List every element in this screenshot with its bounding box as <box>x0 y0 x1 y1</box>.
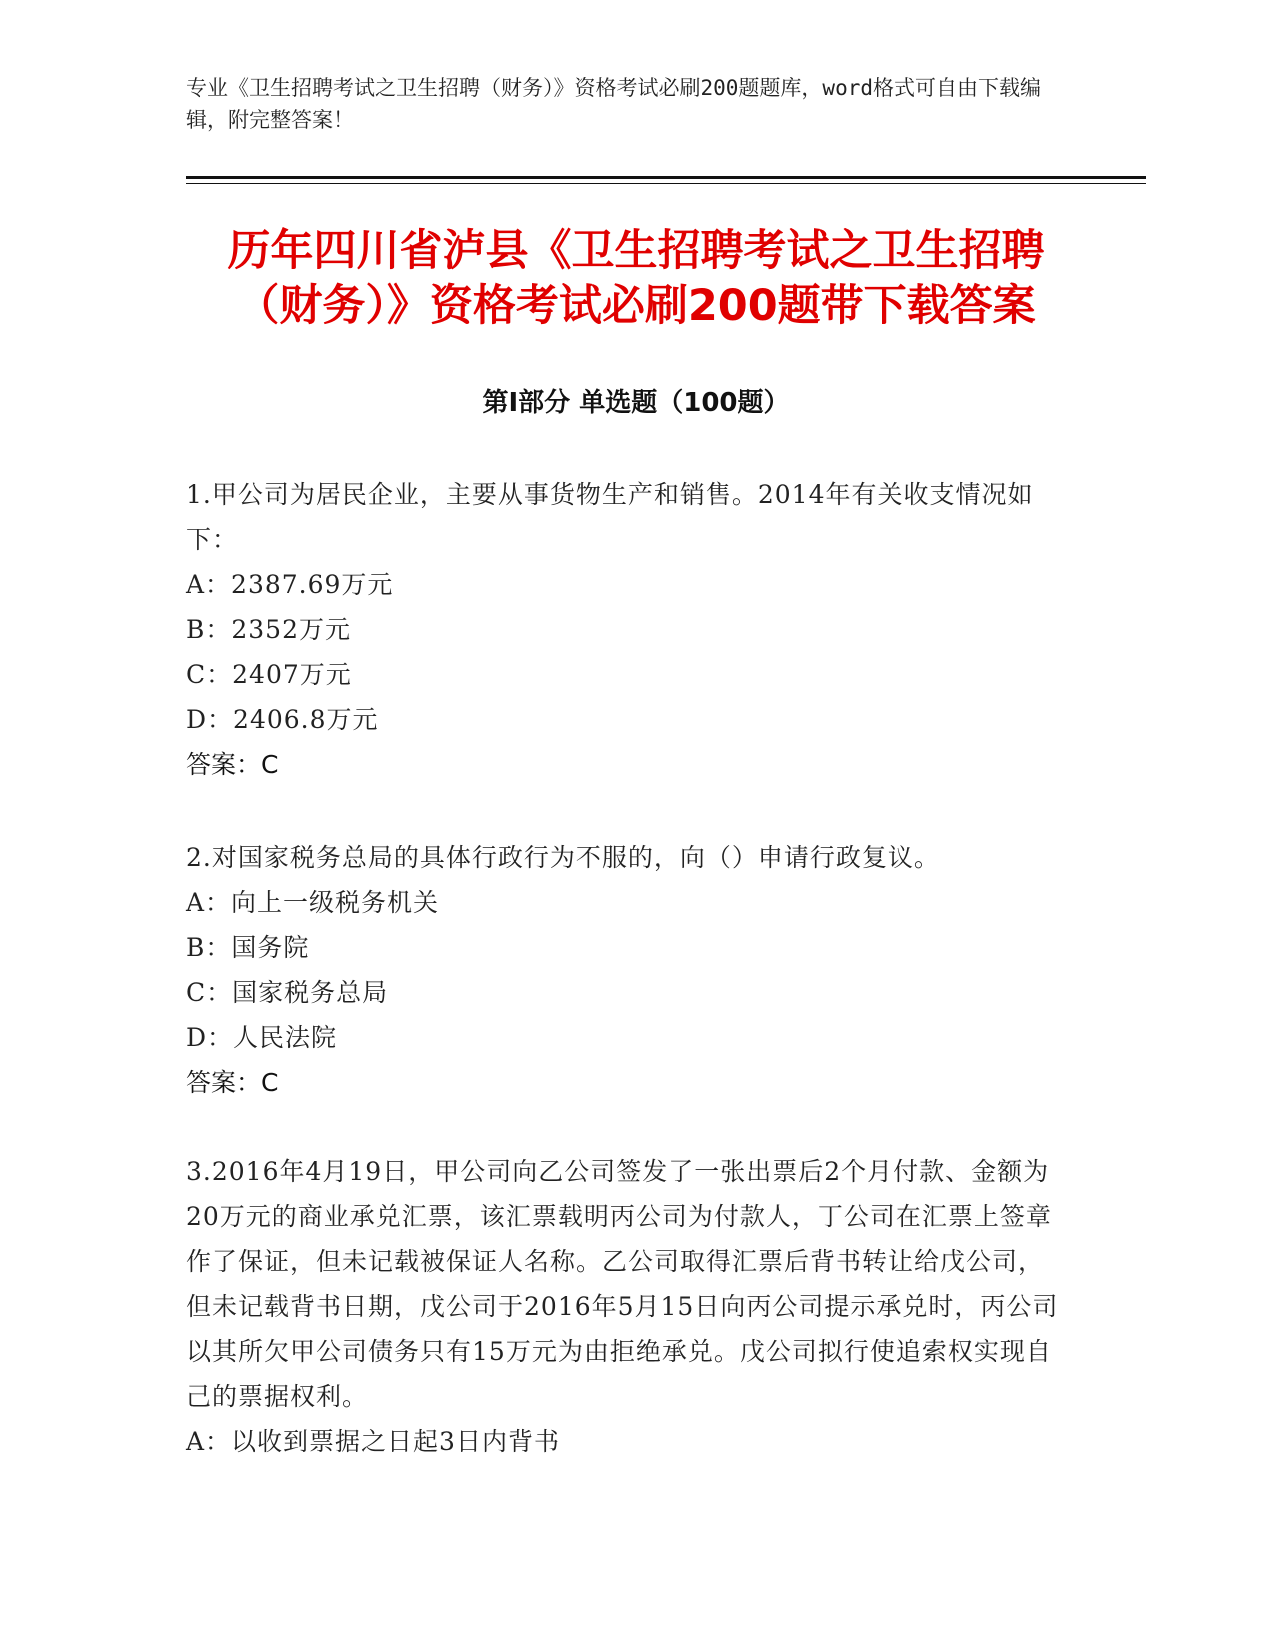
option-c: C：国家税务总局 <box>186 978 389 1007</box>
header-rule-thin <box>186 183 1146 184</box>
option-b: B：2352万元 <box>186 615 351 644</box>
question-text: 2.对国家税务总局的具体行政行为不服的，向（）申请行政复议。 <box>186 843 940 872</box>
option-c: C：2407万元 <box>186 660 352 689</box>
option-b: B：国务院 <box>186 933 310 962</box>
question-1 <box>186 472 1066 788</box>
section-title: 第Ⅰ部分 单选题（100题） <box>482 388 790 418</box>
header-note: 专业《卫生招聘考试之卫生招聘（财务）》资格考试必刷200题题库，word格式可自由下载编辑，附完整答案！ <box>186 76 1041 132</box>
option-a: A：2387.69万元 <box>186 570 394 599</box>
option-a: A：向上一级税务机关 <box>186 888 440 917</box>
option-a: A：以收到票据之日起3日内背书 <box>186 1427 560 1456</box>
option-d: D：2406.8万元 <box>186 705 379 734</box>
header-rule-thick <box>186 176 1146 179</box>
question-text: 3.2016年4月19日，甲公司向乙公司签发了一张出票后2个月付款、金额为20万元的商业承兑汇票，该汇票载明丙公司为付款人，丁公司在汇票上签章作了保证，但未记载被保证人名称。乙公司取得汇票后背书转让给戊公司，但未记载背书日期，戊公司于2016年5月15日向丙公司提示承兑时，丙公司以其所欠甲公司债务只有15万元为由拒绝承兑。戊公司拟行使追索权实现自己的票据权利。 <box>186 1157 1059 1411</box>
document-title: 历年四川省泸县《卫生招聘考试之卫生招聘（财务）》资格考试必刷200题带下载答案 <box>227 226 1045 331</box>
question-3 <box>186 1149 1066 1464</box>
answer: 答案：C <box>186 750 279 779</box>
option-d: D：人民法院 <box>186 1023 338 1052</box>
answer: 答案：C <box>186 1068 279 1097</box>
question-2 <box>186 835 1066 1106</box>
question-text: 1.甲公司为居民企业，主要从事货物生产和销售。2014年有关收支情况如下： <box>186 480 1034 554</box>
